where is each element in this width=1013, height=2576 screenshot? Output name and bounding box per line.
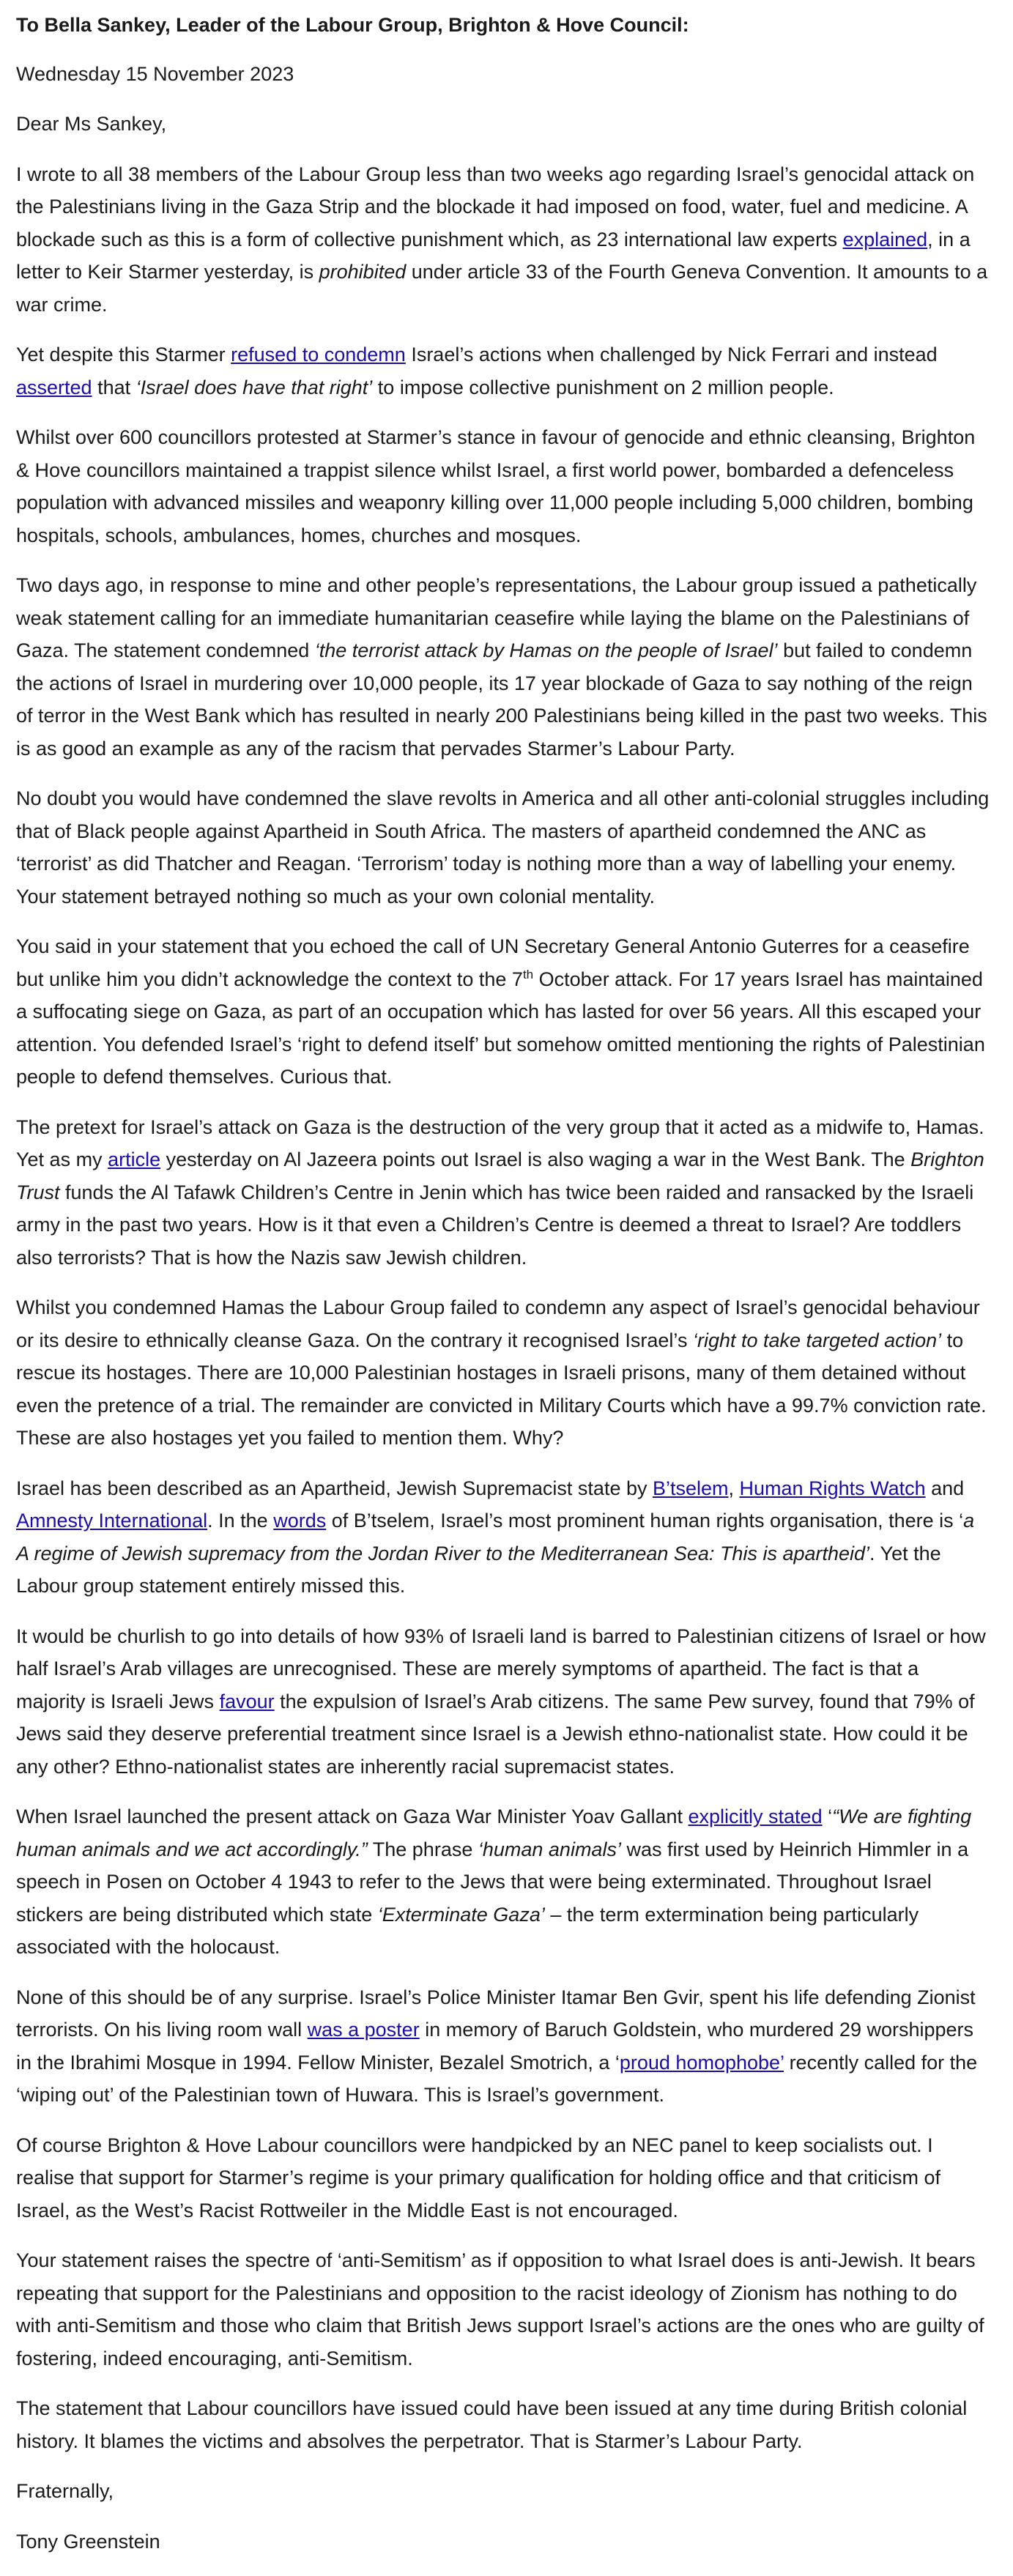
text-run: funds the Al Tafawk Children’s Centre in Jenin which has twice been raided and ransacked by the Israeli army in the past two years. How is it that even a Children’s Centre is deemed a threat to Israel? Are toddlers also terrorists? That is how the Nazis saw Jewish children. (16, 1181, 974, 1269)
text-run: You said in your statement that you echoed the call of UN Secretary General Antonio Guterres for a ceasefire but unlike him you didn’t acknowledge the context to the 7 (16, 935, 970, 990)
text-run: October attack. For 17 years Israel has maintained a suffocating siege on Gaza, as part of an occupation which has lasted for over 56 years. All this escaped your attention. You defended Israel’s ‘right to defend itself’ but somehow omitted mentioning the rights of Palestinian people to defend themselves. Curious that. (16, 968, 985, 1088)
paragraph-6 (16, 930, 990, 1094)
link-article[interactable]: article (108, 1148, 161, 1170)
text-run: but failed to condemn the actions of Israel in murdering over 10,000 people, its 17 year blockade of Gaza to say nothing of the reign of terror in the West Bank which has resulted in nearly 200 Palestinians being killed in the past two weeks. This is as good an example as any of the racism that pervades Starmer’s Labour Party. (16, 639, 987, 760)
paragraph-3: Whilst over 600 councillors protested at Starmer’s stance in favour of genocide and ethnic cleansing, Brighton & Hove councillors maintained a trappist silence whilst Israel, a first world power, bombarded a defenceless population with advanced missiles and weaponry killing over 11,000 people including 5,000 children, bombing hospitals, schools, ambulances, homes, churches and mosques. (16, 426, 976, 546)
link-explicitly-stated[interactable]: explicitly stated (688, 1805, 823, 1827)
text-run: recently called for the ‘wiping out’ of the Palestinian town of Huwara. This is Israel’s government. (16, 2051, 978, 2106)
text-run: It would be churlish to go into details of how 93% of Israeli land is barred to Palestinian citizens of Israel or how half Israel’s Arab villages are unrecognised. These are merely symptoms of apartheid. The fact is that a majority is Israeli Jews (16, 1625, 986, 1712)
text-run: was first used by Heinrich Himmler in a speech in Posen on October 4 1943 to refer to the Jews that were being exterminated. Throughout Israel stickers are being distributed which state (16, 1838, 969, 1926)
link-refused-to-condemn[interactable]: refused to condemn (231, 344, 406, 365)
letter-salutation: Dear Ms Sankey, (16, 113, 167, 135)
text-run: Two days ago, in response to mine and other people’s representations, the Labour group issued a pathetically weak statement calling for an immediate humanitarian ceasefire while laying the blame on the Palestinians of Gaza. The statement condemned (16, 574, 977, 661)
link-favour[interactable]: favour (219, 1690, 275, 1712)
text-run: The pretext for Israel’s attack on Gaza is the destruction of the very group that it acted as a midwife to, Hamas. Yet as my (16, 1116, 984, 1170)
paragraph-1 (16, 158, 990, 322)
text-run: ‘ (822, 1805, 833, 1827)
text-run: , in a letter to Keir Starmer yesterday, is (16, 228, 971, 283)
emphasis: ‘human animals’ (478, 1838, 621, 1860)
paragraph-13: Of course Brighton & Hove Labour councillors were handpicked by an NEC panel to keep socialists out. I realise that support for Starmer’s regime is your primary qualification for holding office and that criticism of Israel, as the West’s Racist Rottweiler in the Middle East is not encouraged. (16, 2134, 941, 2221)
emphasis: “We are fighting human animals and we act accordingly.” (16, 1805, 972, 1860)
text-run: Yet despite this Starmer (16, 344, 231, 365)
emphasis: a A regime of Jewish supremacy from the Jordan River to the Mediterranean Sea: This is apartheid’ (16, 1510, 975, 1564)
paragraph-14: Your statement raises the spectre of ‘anti-Semitism’ as if opposition to what Israel does is anti-Jewish. It bears repeating that support for the Palestinians and opposition to the racist ideology of Zionism has nothing to do with anti-Semitism and those who claim that British Jews support Israel’s actions are the ones who are guilty of fostering, indeed encouraging, anti-Semitism. (16, 2249, 984, 2369)
paragraph-11 (16, 1800, 990, 1964)
letter-heading: To Bella Sankey, Leader of the Labour Group, Brighton & Hove Council: (16, 14, 689, 36)
link-amnesty-international[interactable]: Amnesty International (16, 1510, 208, 1532)
text-run: under article 33 of the Fourth Geneva Convention. It amounts to a war crime. (16, 261, 988, 316)
paragraph-7 (16, 1111, 990, 1274)
text-run: Israel’s actions when challenged by Nick Ferrari and instead (405, 344, 938, 365)
text-run: – the term extermination being particularly associated with the holocaust. (16, 1903, 919, 1958)
text-run: When Israel launched the present attack on Gaza War Minister Yoav Gallant (16, 1805, 689, 1827)
emphasis: ‘right to take targeted action’ (692, 1329, 942, 1351)
link-asserted[interactable]: asserted (16, 376, 92, 398)
text-run: that (92, 376, 136, 398)
text-run: The phrase (367, 1838, 478, 1860)
paragraph-4 (16, 569, 990, 765)
text-run: to impose collective punishment on 2 million people. (372, 376, 834, 398)
text-run: Whilst you condemned Hamas the Labour Group failed to condemn any aspect of Israel’s genocidal behaviour or its desire to ethnically cleanse Gaza. On the contrary it recognised Israel’s (16, 1296, 980, 1351)
paragraph-12 (16, 1981, 990, 2112)
superscript: th (522, 967, 534, 981)
emphasis: ‘the terrorist attack by Hamas on the people of Israel’ (314, 639, 778, 661)
text-run: . In the (207, 1510, 274, 1532)
text-run: in memory of Baruch Goldstein, who murdered 29 worshippers in the Ibrahimi Mosque in 1994. Fellow Minister, Bezalel Smotrich, a ‘ (16, 2019, 974, 2074)
paragraph-15: The statement that Labour councillors have issued could have been issued at any time during British colonial history. It blames the victims and absolves the perpetrator. That is Starmer’s Labour Party. (16, 2397, 968, 2452)
text-run: I wrote to all 38 members of the Labour Group less than two weeks ago regarding Israel’s genocidal attack on the Palestinians living in the Gaza Strip and the blockade it had imposed on food, water, fuel and medicine. A blockade such as this is a form of collective punishment which, as 23 international law experts (16, 163, 975, 250)
emphasis: Brighton Trust (16, 1148, 984, 1203)
link-words[interactable]: words (273, 1510, 327, 1532)
text-run: . Yet the Labour group statement entirely missed this. (16, 1542, 941, 1597)
emphasis: ‘Israel does have that right’ (136, 376, 373, 398)
letter-body (16, 9, 990, 2558)
text-run: the expulsion of Israel’s Arab citizens. The same Pew survey, found that 79% of Jews said they deserve preferential treatment since Israel is a Jewish ethno-nationalist state. How could it be any other? Ethno-nationalist states are inherently racial supremacist states. (16, 1690, 975, 1778)
text-run: to rescue its hostages. There are 10,000 Palestinian hostages in Israeli prisons, many of them detained without even the pretence of a trial. The remainder are convicted in Military Courts which have a 99.7% conviction rate. These are also hostages yet you failed to mention them. Why? (16, 1329, 987, 1449)
link-was-a-poster[interactable]: was a poster (307, 2019, 420, 2041)
emphasis: ‘Exterminate Gaza’ (377, 1903, 545, 1926)
link-human-rights-watch[interactable]: Human Rights Watch (739, 1477, 926, 1499)
letter-closing: Fraternally, (16, 2480, 114, 2502)
text-run: Israel has been described as an Apartheid, Jewish Supremacist state by (16, 1477, 653, 1499)
paragraph-8 (16, 1291, 990, 1455)
paragraph-9 (16, 1472, 990, 1603)
paragraph-10 (16, 1620, 990, 1783)
paragraph-5: No doubt you would have condemned the slave revolts in America and all other anti-colonial struggles including that of Black people against Apartheid in South Africa. The masters of apartheid condemned the ANC as ‘terrorist’ as did Thatcher and Reagan. ‘Terrorism’ today is nothing more than a way of labelling your enemy. Your statement betrayed nothing so much as your own colonial mentality. (16, 787, 990, 907)
text-run: and (925, 1477, 965, 1499)
letter-date: Wednesday 15 November 2023 (16, 62, 294, 85)
text-run: of B’tselem, Israel’s most prominent human rights organisation, there is ‘ (326, 1510, 964, 1532)
text-run: yesterday on Al Jazeera points out Israel is also waging a war in the West Bank. The (160, 1148, 911, 1170)
link-proud-homophobe[interactable]: proud homophobe’ (619, 2051, 784, 2074)
link-explained[interactable]: explained (842, 228, 928, 250)
emphasis: prohibited (319, 261, 407, 283)
text-run: , (728, 1477, 740, 1499)
text-run: None of this should be of any surprise. Israel’s Police Minister Itamar Ben Gvir, spent his life defending Zionist terrorists. On his living room wall (16, 1986, 976, 2041)
letter-signature: Tony Greenstein (16, 2530, 160, 2553)
paragraph-2 (16, 338, 990, 404)
link-btselem[interactable]: B’tselem (652, 1477, 729, 1499)
